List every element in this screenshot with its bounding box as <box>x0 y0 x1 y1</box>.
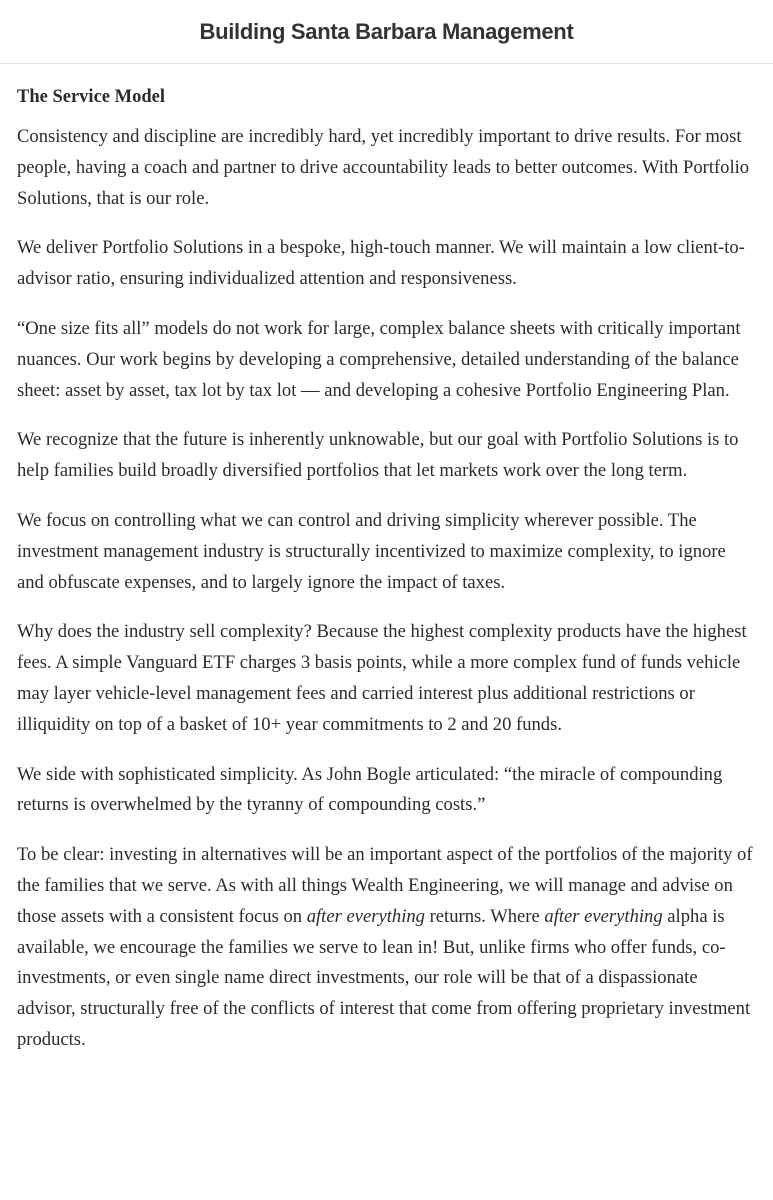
paragraph-balance-sheet: “One size fits all” models do not work for large, complex balance sheets with critically important nuances. Our work begins by developing a comprehensive, detailed understanding of the balance sheet: asset by asset, tax lot by tax lot — and developing a cohesive Portfolio Engineering Plan. <box>17 317 741 401</box>
paragraph-simplicity: We focus on controlling what we can control and driving simplicity wherever possible. The investment management industry is structurally incentivized to maximize complexity, to ignore and obfuscate expenses, and to largely ignore the impact of taxes. <box>17 509 726 593</box>
paragraph-bogle-quote: We side with sophisticated simplicity. As John Bogle articulated: “the miracle of compounding returns is overwhelmed by the tyranny of compounding costs.” <box>17 763 723 816</box>
section-heading: The Service Model <box>17 87 165 107</box>
paragraph-consistency: Consistency and discipline are incredibly hard, yet incredibly important to drive results. For most people, having a coach and partner to drive accountability leads to better outcomes. With Portfolio Solutions, that is our role. <box>17 126 750 209</box>
paragraph-bespoke-service: We deliver Portfolio Solutions in a bespoke, high-touch manner. We will maintain a low client-to-advisor ratio, ensuring individualized attention and responsiveness. <box>17 237 745 290</box>
paragraph-industry-complexity: Why does the industry sell complexity? Because the highest complexity products have the highest fees. A simple Vanguard ETF charges 3 basis points, while a more complex fund of funds vehicle may layer vehicle-level management fees and carried interest plus additional restrictions or illiquidity on top of a basket of 10+ year commitments to 2 and 20 funds. <box>17 621 747 735</box>
page-title: Building Santa Barbara Management <box>199 18 574 44</box>
paragraph-future-unknowable: We recognize that the future is inherently unknowable, but our goal with Portfolio Solutions is to help families build broadly diversified portfolios that let markets work over the long term. <box>17 429 739 482</box>
alternatives-text-3: alpha is available, we encourage the families we serve to lean in! But, unlike firms who offer funds, co-investments, or even single name direct investments, our role will be that of a dispassionate advisor, structurally free of the conflicts of interest that come from offering proprietary investment products. <box>17 905 751 1050</box>
article-body <box>0 64 773 1056</box>
alternatives-text-1: To be clear: investing in alternatives will be an important aspect of the portfolios of the majority of the families that we serve. As with all things Wealth Engineering, we will manage and advise on those assets with a consistent focus on <box>17 844 753 927</box>
emphasis-after-everything-1: after everything <box>306 905 425 927</box>
page-header <box>0 0 773 64</box>
emphasis-after-everything-2: after everything <box>544 905 663 927</box>
alternatives-text-2: returns. Where <box>424 905 545 927</box>
paragraph-alternatives <box>17 840 756 1056</box>
